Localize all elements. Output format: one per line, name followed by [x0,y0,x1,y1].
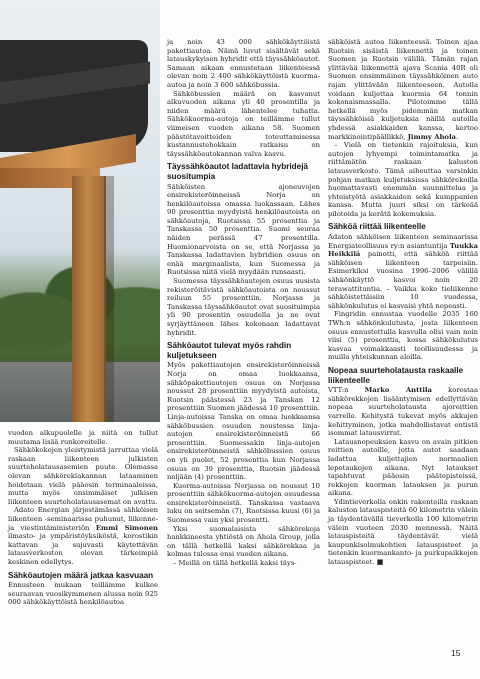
paragraph: Sähkökokojen yleistymistä jarruttaa vielä raskaan liikenteen julkisten suurteholatausasemien puute. Olemassa olevan sähköreklakannan lataaminen hoidetaan vielä pääosin terminaaleissa, mutta myös ensimmäiset julkisen liikenteen suurteholatausasemat on avattu. [8,446,158,506]
text: Adaton sähköisen liikenteen seminaarissa Energiateollisuus ry:n asiantuntija [328,233,478,250]
paragraph: Ennusteen mukaan teillämme kulkee seuraavan vuosikymmenen alussa noin 925 000 sähkökäyttöistä henkilöautoa [8,581,158,607]
column-1 [8,429,158,607]
paragraph: – Meillä on tällä hetkellä kaksi täys- [173,559,297,568]
paragraph: Sähköbussien määrä on kasvanut alkuvuoden aikana yli 40 prosentilla ja niiden määrä lähentelee tuhatta. Sähkökuorma-autoja on teillämme tullut viimeisen vuoden aikana 58. Suomen päästötavoitteiden toteuttamisessa kustannustehokkain ratkaisu on täyssähköautokannan valva kasvu. [167,89,320,158]
column-2 [167,38,320,568]
text: VTT:n [328,386,365,395]
text: Adato Energian järjestämässä sähköisen liikenteen -seminaarissa puhunut, liikenne- ja viestintäministeriön [8,506,158,532]
pillar-shadow [104,176,114,422]
paragraph: vuoden alkupuolelle ja niitä on tullut muutama lisää runkoreitelle. [8,429,158,446]
end-mark-icon: ■ [376,558,384,567]
section-heading: Täyssähköautot ladattavia hybridejä suositumpia [167,162,309,181]
person-name: Marko Anttila [364,386,432,395]
paragraph: – Vielä on tietenkin rajoituksia, kun autojen lyhyempi toimintamatka ja riittämätön raskaan kaluston latausverkosto. Tämä aiheuttaa varsinkin pohjan matkan kuljetuksissa sähkörekoilla huomattavasti enemmän suunnittelua ja yhteistyötä asiakkaiden sekä kumppanien kanssa. Mutta juuri siksi on tärkeää pilotoida ja kerätä kokemuksia. [328,141,478,218]
section-heading: Nopeaa suurteholatausta raskaalle liikenteelle [328,365,464,385]
paragraph: Fingridin ennustaa vuodelle 2035 160 TWh:n sähkönkulutusta, josta liikenteen osuus ennustettulla kasvulla olisi vain noin viisi (5) prosenttia, kossa sähkökulutus kasvaa voimakkaasti teollisuudessa ja muilla yhteiskunnan aloilla. [328,310,478,362]
page-number: 15 [451,648,461,658]
section-heading: Sähköä riittää liikenteelle [328,222,426,232]
text: korostaa sähkörekkojen lisääntymisen edellyttävän nopeaa suurteholatausta ajoreittien varrelle. Kehitystä tukevat myös akkujen kehittyminen, jotka mahdollistavat entistä isommat latausvirrat. [328,386,478,438]
paragraph: Myös pakettiautojen ensirekisteröinneissä Norja on omaa luokkaansa, sähköpakettiautojen osuus on Norjassa noussut 28 prosenttiin myydyistä autoista, Ruotsin päästessä 23 ja Tanskan 12 prosenttiin Suomen jäädessä 10 prosenttiin. Linja-autoissa Tanska on omaa luokkaansa sähköbussien osuuden noustessa linja-autojen ensirekisteröinneistä 66 prosenttiin. Suomessakin linja-autojen ensirekisteröinneistä sähköbussien osuus on yli puolet, 52 prosenttia kun Norjassa osuus on 39 prosenttia, Ruotsin jäädessä neljään (4) prosenttiin. [167,361,320,482]
section-heading: Sähköautojen määrä jatkaa kasvuaan [8,570,154,580]
person-name: Emmi Simonen [95,523,158,532]
section-heading: Sähköautot tulevat myös rahdin kuljetukseen [167,341,292,360]
paragraph: ja noin 43 000 sähkökäyttöistä pakettiautoa. Nämä luvut sisältävät sekä latauskykyisen hybridit että täyssähköautot. Samaan aikaan ennustetaan liikenteessä olevan noin 2 400 sähkökäyttöistä kuorma-autoa ja noin 3 600 sähköbussia. [167,38,320,89]
paragraph: Yksi suomalaisista sähkörekoja hankkineesta yhtiöstä on Ahola Group, jolla on tällä hetkellä kaksi sähkörekkaa ja kolmas tulossa ensi vuoden aikana. [167,524,320,559]
paragraph [328,233,478,310]
paragraph [328,38,478,141]
paragraph: Kuorma-autoissa Norjassa on noussut 10 prosenttiin sähkökuorma-autojen osuudessa ensirekisteröinneistä. Tanskassa vastaava luku on seitsemän (7), Ruotsissa kuusi (6) ja Suomessa vain yksi prosentti. [167,481,320,525]
paragraph [328,498,478,567]
paragraph [8,506,158,566]
text: painotti, että sähköä riittää sähköisen liikenteen tarpeisiin. Esimerkiksi vuosina 1996–2006 välillä sähkönkäyttö kasvoi noin 20 terawattituntia. – Vaikka koko tieliikenne sähköistettäisiin 10 vuodessa, sähkönkulutus ei kasvaisi yhtä nopeasti. [328,250,478,310]
column-3 [328,38,478,567]
text: Ydintieverkolla onkin rakenteilla raskaan kaluston latauspisteitä 60 kilometrin välein ja täydentävällä tieverkolla 100 kilometrin välein vuoteen 2030 mennessä. Näitä latauspisteitä täydentävät vielä kaupunkisolmukohtien latauspisteet ja tietenkin kuormankanto- ja purkupaikkojen latauspisteet. [328,497,478,567]
person-name: Jimmy Ahola [407,132,456,141]
wooden-pillar [72,176,106,422]
paragraph: Latausnopeuksien kasvu on avain pitkien reittien autoille, jotta autot saadaan ladattua kuljettajien normaalien lepotaukojen aikana. Nyt lataukset tapahtuvat pääosin päätepisteissä, rekkojen kuorman latauksen ja purun aikana. [328,437,478,498]
text: sähköistä autoa liikenteessä. Toinen ajaa Ruotsin sisäistä liikennettä ja toinen Suomen ja Ruotsin välillä. Tämän rajan ylittävää liikennettä ajava Scania 40R oli Suomen ensimmäinen täyssähköinen auto rajan ylittävään liikenteeseen. Autolla voidaan kuljettaa kuormia 64 tonnin kokonaismassalla. Pilotoimme tällä hetkellä myös pidemmän matkan täyssähköisiä kuljetuksia näillä autoilla yhdessä asiakkaiden kanssa, kertoo markkinointipäällikkö, [328,38,478,141]
paragraph: Suomessa täyssähköautojen osuus uusista rekisteröitävistä sähköautoista on noussut reiluun 55 prosenttiin. Norjassa ja Tanskassa täyssähköautot ovat suosituimpia yli 90 prosentin osuudella ja ne ovat syrjäyttäneen lähes kokonaan ladattavat hybridit. [167,277,320,337]
text: . [455,132,459,141]
charging-station-photo [0,0,160,422]
text: ilmasto- ja ympäristöyksiköstä, korostikin kattavan ja sujuvasti käytettävän latausverkoston olevan tärkeimpiä keskinen edellytys. [8,532,158,566]
person-name: Tuukka Heikkilä [328,241,478,259]
paragraph: Sähköisten ajoneuvojen ensirekisteröinneissä Norja on henkilöautoissa omassa luokassaan. Lähes 90 prosenttia myydyistä henkilöautoista on sähköautoja, Ruotsissa 55 prosenttia ja Tanskassa 50 prosenttia. Suomi seuraa näiden perässä 47 prosentilla. Huomionarvoista on se, että Norjassa ja Tanskassa ladattavien hybridien osuus on enää marginaalista, kun Suomessa ja Ruotsissa niitä vielä myydään runsaasti. [167,182,320,277]
paragraph [328,386,478,438]
